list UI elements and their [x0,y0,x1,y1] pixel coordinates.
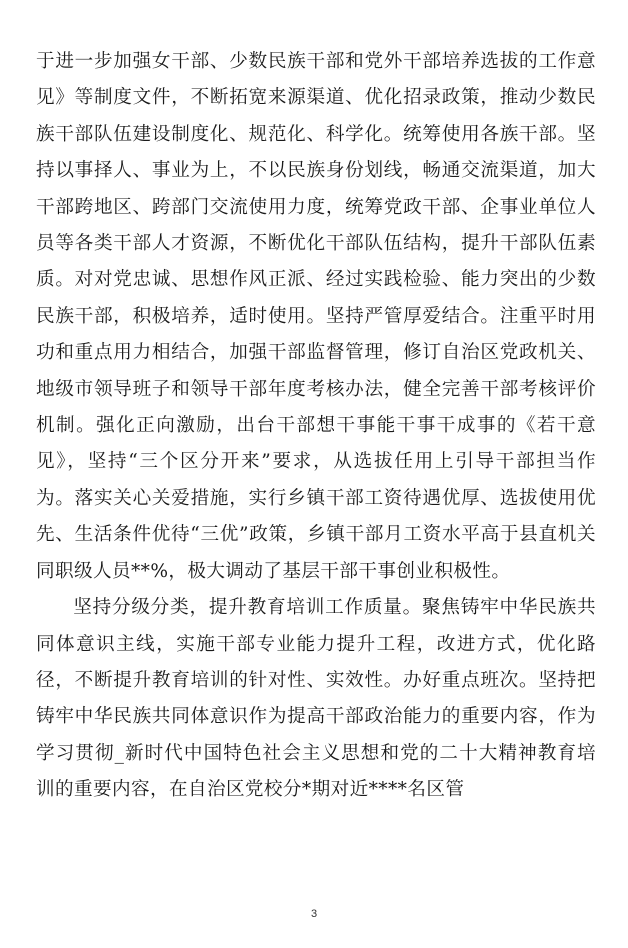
paragraph-continued: 于进一步加强女干部、少数民族干部和党外干部培养选拔的工作意见》等制度文件，不断拓宽来源渠道、优化招录政策，推动少数民族干部队伍建设制度化、规范化、科学化。统筹使用各族干部。坚持以事择人、事业为上，不以民族身份划线，畅通交流渠道，加大干部跨地区、跨部门交流使用力度，统筹党政干部、企事业单位人员等各类干部人才资源，不断优化干部队伍结构，提升干部队伍素质。对对党忠诚、思想作风正派、经过实践检验、能力突出的少数民族干部，积极培养，适时使用。坚持严管厚爱结合。注重平时用功和重点用力相结合，加强干部监督管理，修订自治区党政机关、地级市领导班子和领导干部年度考核办法，健全完善干部考核评价机制。强化正向激励，出台干部想干事能干事干成事的《若干意见》，坚持“三个区分开来”要求，从选拔任用上引导干部担当作为。落实关心关爱措施，实行乡镇干部工资待遇优厚、选拔使用优先、生活条件优待“三优”政策，乡镇干部月工资水平高于县直机关同职级人员**%，极大调动了基层干部干事创业积极性。 [36,51,596,582]
paragraph-education-training: 坚持分级分类，提升教育培训工作质量。聚焦铸牢中华民族共同体意识主线，实施干部专业能力提升工程，改进方式，优化路径，不断提升教育培训的针对性、实效性。办好重点班次。坚持把铸牢中华民族共同体意识作为提高干部政治能力的重要内容，作为学习贯彻_新时代中国特色社会主义思想和党的二十大精神教育培训的重要内容，在自治区党校分*期对近****名区管 [36,597,596,801]
document-body [36,44,596,809]
page-number: 3 [310,908,318,920]
